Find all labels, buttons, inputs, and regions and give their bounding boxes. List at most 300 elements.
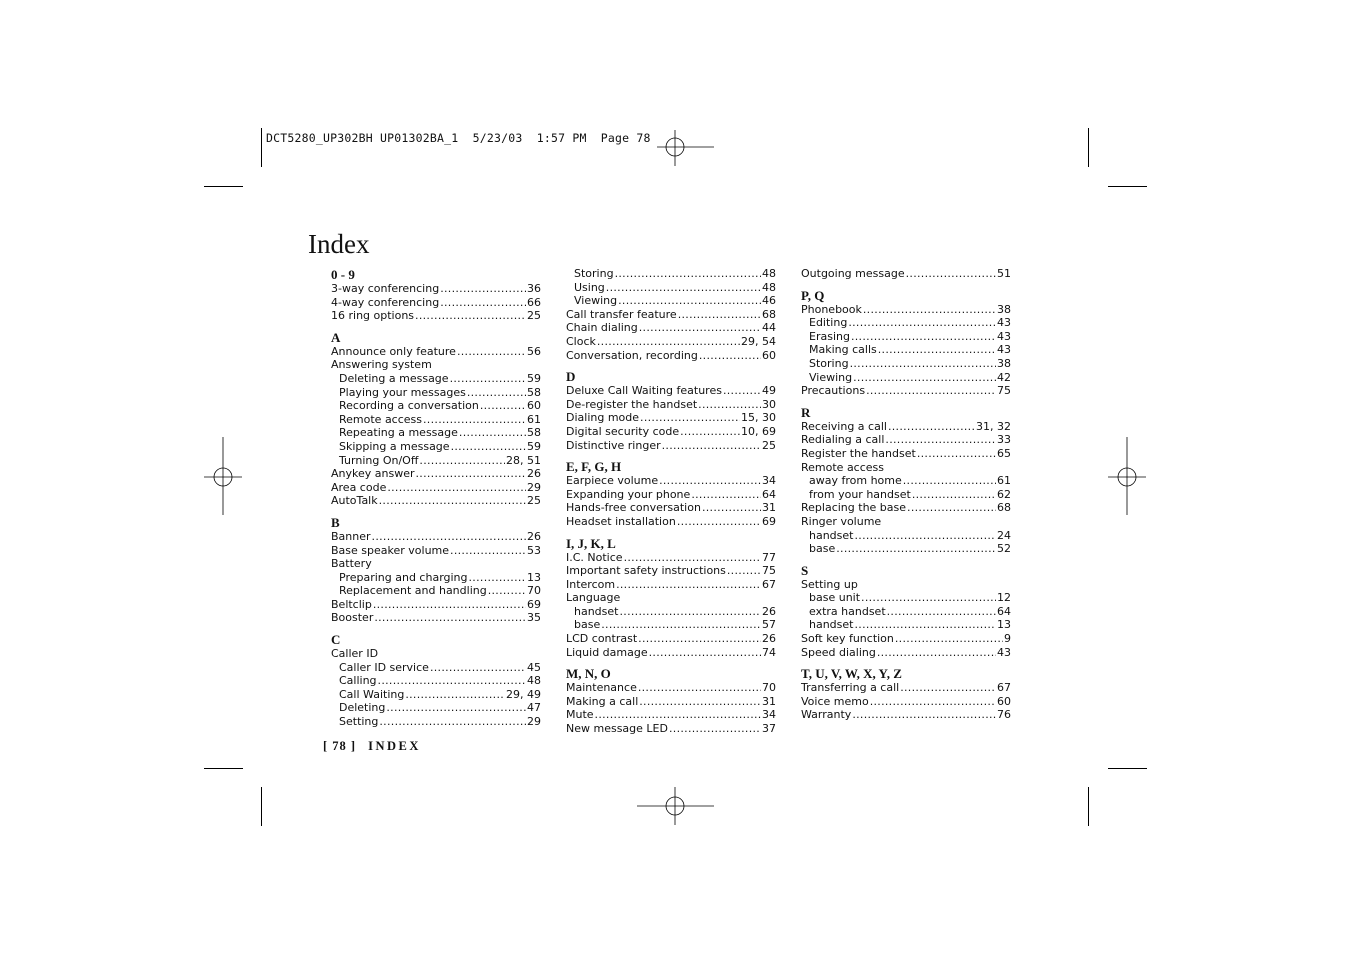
dot-leader — [423, 413, 526, 427]
index-entry — [566, 439, 776, 453]
dot-leader — [699, 349, 761, 363]
index-entry — [331, 345, 541, 359]
index-entry — [331, 296, 541, 310]
dot-leader — [619, 605, 761, 619]
dot-leader — [450, 372, 526, 386]
dot-leader — [374, 611, 526, 625]
page-ref: 42 — [997, 370, 1011, 384]
index-group-label: Remote access — [801, 460, 885, 474]
index-entry — [566, 398, 776, 412]
dot-leader — [467, 386, 526, 400]
index-term: Storing — [574, 267, 614, 280]
dot-leader — [450, 544, 526, 558]
dot-leader — [870, 695, 996, 709]
index-term: Chain dialing — [566, 321, 638, 335]
index-entry — [801, 267, 1011, 281]
index-term: Booster — [331, 611, 374, 625]
index-term: Distinctive ringer — [566, 438, 661, 452]
index-term: Caller ID service — [339, 660, 429, 674]
index-term: Liquid damage — [566, 645, 648, 659]
page-ref: 13 — [527, 570, 541, 584]
dot-leader — [638, 681, 761, 695]
index-entry — [801, 384, 1011, 398]
index-entry — [566, 578, 776, 592]
index-column-2 — [566, 267, 776, 736]
index-term: handset — [574, 604, 619, 618]
dot-leader — [861, 591, 996, 605]
index-term: Remote access — [339, 412, 423, 426]
page-ref: 47 — [527, 701, 541, 715]
index-term: Hands-free conversation — [566, 501, 701, 515]
index-entry — [566, 708, 776, 722]
index-term: Replacing the base — [801, 501, 907, 515]
page-ref: 12 — [997, 591, 1011, 605]
page-ref: 56 — [527, 344, 541, 358]
index-entry — [331, 467, 541, 481]
index-term: Speed dialing — [801, 645, 876, 659]
page-ref: 26 — [762, 632, 776, 646]
index-entry — [801, 695, 1011, 709]
page-ref: 26 — [527, 467, 541, 481]
index-term: Base speaker volume — [331, 543, 450, 557]
page-ref: 13 — [997, 618, 1011, 632]
dot-leader — [419, 454, 505, 468]
page-ref: 46 — [762, 294, 776, 308]
dot-leader — [459, 426, 526, 440]
index-term: Outgoing message — [801, 267, 905, 280]
index-entry — [801, 501, 1011, 515]
page-ref: 29, 49 — [506, 687, 541, 701]
index-term: Call Waiting — [339, 687, 405, 701]
index-entry — [801, 605, 1011, 619]
section-letter-heading: R — [801, 404, 811, 420]
dot-leader — [440, 282, 526, 296]
index-entry — [331, 674, 541, 688]
page-ref: 25 — [762, 438, 776, 452]
dot-leader — [888, 420, 975, 434]
index-term: Warranty — [801, 708, 852, 722]
dot-leader — [488, 584, 526, 598]
index-term: Preparing and charging — [339, 570, 468, 584]
index-entry — [331, 494, 541, 508]
index-group-label: Answering system — [331, 358, 432, 372]
page-ref: 67 — [997, 681, 1011, 695]
page-ref: 48 — [762, 280, 776, 294]
index-term: Area code — [331, 480, 387, 494]
index-group-label: Battery — [331, 557, 372, 571]
page-ref: 49 — [762, 384, 776, 398]
section-letter-heading: 0 - 9 — [331, 267, 355, 282]
page-ref: 38 — [997, 356, 1011, 370]
index-term: Precautions — [801, 384, 866, 398]
dot-leader — [416, 467, 527, 481]
index-entry — [801, 447, 1011, 461]
page-ref: 45 — [527, 660, 541, 674]
page-ref: 44 — [762, 321, 776, 335]
index-term: Redialing a call — [801, 433, 885, 447]
index-group-label: Caller ID — [331, 647, 379, 661]
dot-leader — [917, 447, 996, 461]
dot-leader — [387, 481, 526, 495]
index-group-label: Setting up — [801, 577, 858, 591]
page-ref: 77 — [762, 550, 776, 564]
page-ref: 25 — [527, 309, 541, 323]
index-entry — [331, 372, 541, 386]
index-column-3 — [801, 267, 1011, 722]
crop-mark — [1108, 768, 1147, 769]
index-term: Intercom — [566, 577, 616, 591]
dot-leader — [853, 371, 996, 385]
index-entry — [566, 384, 776, 398]
index-term: Erasing — [809, 329, 850, 343]
index-entry — [331, 399, 541, 413]
dot-leader — [457, 345, 526, 359]
page-ref: 24 — [997, 528, 1011, 542]
index-term: from your handset — [809, 487, 911, 501]
dot-leader — [606, 281, 761, 295]
index-term: Editing — [809, 316, 848, 330]
page-ref: 37 — [762, 722, 776, 736]
dot-leader — [639, 695, 761, 709]
page-ref: 59 — [527, 371, 541, 385]
dot-leader — [469, 571, 526, 585]
page-ref: 48 — [527, 674, 541, 688]
page-ref: 15, 30 — [741, 411, 776, 425]
index-entry — [331, 584, 541, 598]
index-term: Skipping a message — [339, 439, 450, 453]
dot-leader — [616, 578, 761, 592]
index-entry — [331, 661, 541, 675]
index-term: Headset installation — [566, 514, 676, 528]
index-term: Viewing — [574, 294, 618, 308]
page-ref: 34 — [762, 474, 776, 488]
print-slug: DCT5280_UP302BH UP01302BA_1 5/23/03 1:57 PM Page 78 — [266, 131, 651, 145]
index-entry — [801, 529, 1011, 543]
page-ref: 43 — [997, 645, 1011, 659]
index-entry — [331, 544, 541, 558]
dot-leader — [415, 309, 526, 323]
page-ref: 57 — [762, 618, 776, 632]
index-term: Recording a conversation — [339, 399, 479, 413]
index-entry — [566, 281, 776, 295]
index-term: Soft key function — [801, 632, 894, 646]
page-ref: 60 — [762, 348, 776, 362]
index-entry — [566, 425, 776, 439]
registration-mark-top — [657, 130, 714, 166]
index-term: away from home — [809, 474, 902, 488]
index-term: Transferring a call — [801, 681, 900, 695]
dot-leader — [854, 618, 996, 632]
page-ref: 31 — [762, 501, 776, 515]
index-term: base — [574, 618, 601, 632]
section-letter-heading: M, N, O — [566, 666, 611, 682]
index-term: Deleting — [339, 701, 386, 715]
index-entry — [801, 433, 1011, 447]
dot-leader — [440, 296, 526, 310]
index-term: Digital security code — [566, 424, 680, 438]
section-name: INDEX — [368, 739, 421, 753]
index-entry — [801, 591, 1011, 605]
dot-leader — [638, 632, 761, 646]
index-entry — [566, 267, 776, 281]
index-entry — [331, 598, 541, 612]
index-entry — [566, 308, 776, 322]
dot-leader — [677, 515, 761, 529]
dot-leader — [836, 542, 996, 556]
dot-leader — [639, 321, 761, 335]
page-ref: 59 — [527, 439, 541, 453]
index-term: Maintenance — [566, 681, 637, 695]
index-term: handset — [809, 528, 854, 542]
page-ref: 9 — [1004, 632, 1011, 646]
crop-mark — [204, 768, 243, 769]
page-ref: 69 — [527, 597, 541, 611]
index-entry — [801, 646, 1011, 660]
page-ref: 48 — [762, 267, 776, 280]
dot-leader — [885, 433, 996, 447]
index-entry — [566, 551, 776, 565]
dot-leader — [601, 618, 761, 632]
crop-mark — [1088, 787, 1089, 826]
index-entry — [801, 542, 1011, 556]
crop-mark — [204, 186, 243, 187]
dot-leader — [863, 303, 996, 317]
page-ref: 31, 32 — [976, 419, 1011, 433]
index-term: Viewing — [809, 370, 853, 384]
page-ref: 70 — [527, 584, 541, 598]
page-ref: 43 — [997, 343, 1011, 357]
page-ref: 68 — [997, 501, 1011, 515]
dot-leader — [850, 357, 996, 371]
index-term: De-register the handset — [566, 397, 698, 411]
page-ref: 61 — [997, 474, 1011, 488]
index-term: Earpiece volume — [566, 474, 659, 488]
section-letter-heading: S — [801, 562, 809, 578]
page-ref: 75 — [997, 384, 1011, 398]
page-ref: 66 — [527, 295, 541, 309]
dot-leader — [698, 398, 761, 412]
dot-leader — [386, 701, 526, 715]
index-term: Deluxe Call Waiting features — [566, 384, 722, 398]
section-letter-heading: E, F, G, H — [566, 459, 622, 475]
dot-leader — [906, 267, 996, 281]
index-term: Storing — [809, 356, 849, 370]
page-ref: 29 — [527, 480, 541, 494]
dot-leader — [895, 632, 1003, 646]
page-ref: 43 — [997, 329, 1011, 343]
page-ref: 25 — [527, 494, 541, 508]
index-term: Dialing mode — [566, 411, 640, 425]
index-term: extra handset — [809, 604, 886, 618]
index-entry — [566, 605, 776, 619]
index-entry — [566, 321, 776, 335]
index-term: Anykey answer — [331, 467, 415, 481]
dot-leader — [618, 294, 761, 308]
index-entry — [566, 349, 776, 363]
dot-leader — [878, 343, 996, 357]
index-entry — [566, 501, 776, 515]
index-term: Phonebook — [801, 302, 862, 316]
dot-leader — [405, 688, 505, 702]
index-entry — [801, 708, 1011, 722]
dot-leader — [640, 411, 740, 425]
page-ref: 70 — [762, 681, 776, 695]
section-letter-heading: D — [566, 369, 576, 385]
index-term: Register the handset — [801, 446, 916, 460]
index-entry — [566, 618, 776, 632]
index-group-label: Language — [566, 591, 621, 605]
page-ref: 52 — [997, 542, 1011, 556]
index-term: Voice memo — [801, 694, 869, 708]
index-term: Turning On/Off — [339, 453, 419, 467]
index-entry — [566, 488, 776, 502]
index-term: LCD contrast — [566, 632, 638, 646]
page-ref: 38 — [997, 302, 1011, 316]
index-term: base unit — [809, 591, 861, 605]
index-term: I.C. Notice — [566, 550, 623, 564]
index-term: AutoTalk — [331, 494, 378, 508]
page-ref: 60 — [997, 694, 1011, 708]
registration-mark-right — [1108, 437, 1146, 515]
page-ref: 53 — [527, 543, 541, 557]
index-entry — [566, 681, 776, 695]
index-term: Calling — [339, 674, 377, 688]
dot-leader — [723, 384, 761, 398]
index-term: Deleting a message — [339, 371, 449, 385]
dot-leader — [669, 722, 761, 736]
index-term: Setting — [339, 715, 379, 729]
crop-mark — [1088, 128, 1089, 167]
dot-leader — [877, 646, 996, 660]
index-entry — [566, 646, 776, 660]
page-ref: 30 — [762, 397, 776, 411]
dot-leader — [649, 646, 761, 660]
index-entry — [331, 413, 541, 427]
index-term: Mute — [566, 708, 594, 722]
crop-mark — [261, 787, 262, 826]
index-term: Replacement and handling — [339, 584, 487, 598]
index-entry — [566, 722, 776, 736]
dot-leader — [680, 425, 740, 439]
index-term: 3-way conferencing — [331, 282, 440, 295]
index-term: Important safety instructions — [566, 564, 726, 578]
index-term: Expanding your phone — [566, 487, 691, 501]
dot-leader — [912, 488, 996, 502]
dot-leader — [659, 474, 761, 488]
dot-leader — [624, 551, 761, 565]
index-entry — [331, 530, 541, 544]
page-ref: 51 — [997, 267, 1011, 280]
index-entry — [801, 632, 1011, 646]
index-entry — [566, 294, 776, 308]
index-entry — [331, 481, 541, 495]
crop-mark — [1108, 186, 1147, 187]
page-ref: 29 — [527, 715, 541, 729]
page-ref: 26 — [762, 604, 776, 618]
index-entry — [566, 335, 776, 349]
index-column-1 — [331, 267, 541, 729]
page-ref: 29, 54 — [741, 334, 776, 348]
page-ref: 65 — [997, 446, 1011, 460]
dot-leader — [691, 488, 761, 502]
index-entry — [566, 564, 776, 578]
page-ref: 76 — [997, 708, 1011, 722]
index-term: Making a call — [566, 694, 639, 708]
index-entry — [801, 303, 1011, 317]
index-term: New message LED — [566, 722, 668, 736]
section-letter-heading: C — [331, 632, 341, 648]
index-term: 4-way conferencing — [331, 295, 440, 309]
index-entry — [801, 343, 1011, 357]
page-ref: 58 — [527, 385, 541, 399]
section-letter-heading: T, U, V, W, X, Y, Z — [801, 666, 902, 682]
page-ref: 58 — [527, 426, 541, 440]
index-term: Conversation, recording — [566, 348, 698, 362]
page-ref: 62 — [997, 487, 1011, 501]
index-entry — [331, 701, 541, 715]
index-entry — [801, 488, 1011, 502]
dot-leader — [851, 330, 996, 344]
section-letter-heading: B — [331, 514, 340, 530]
index-term: Repeating a message — [339, 426, 458, 440]
index-term: Playing your messages — [339, 385, 466, 399]
page-ref: 36 — [527, 282, 541, 295]
page-ref: 61 — [527, 412, 541, 426]
dot-leader — [378, 674, 526, 688]
page-title: Index — [308, 229, 370, 259]
dot-leader — [372, 530, 526, 544]
dot-leader — [595, 708, 761, 722]
dot-leader — [848, 316, 996, 330]
page-ref: 60 — [527, 399, 541, 413]
page-ref: 67 — [762, 577, 776, 591]
page-ref: 69 — [762, 514, 776, 528]
page-ref: 31 — [762, 694, 776, 708]
dot-leader — [615, 267, 761, 281]
page-ref: 10, 69 — [741, 424, 776, 438]
dot-leader — [727, 564, 761, 578]
index-term: Clock — [566, 334, 596, 348]
index-entry — [801, 681, 1011, 695]
index-group-label: Ringer volume — [801, 514, 882, 528]
index-term: Making calls — [809, 343, 877, 357]
index-entry — [331, 282, 541, 296]
index-entry — [566, 515, 776, 529]
index-term: Receiving a call — [801, 419, 887, 433]
index-entry — [331, 715, 541, 729]
page-footer — [323, 739, 421, 754]
page-ref: 64 — [997, 604, 1011, 618]
page-ref: 33 — [997, 433, 1011, 447]
index-term: 16 ring options — [331, 309, 415, 323]
index-entry — [331, 440, 541, 454]
dot-leader — [702, 501, 761, 515]
registration-mark-bottom — [637, 787, 714, 825]
index-term: Beltclip — [331, 597, 372, 611]
index-term: handset — [809, 618, 854, 632]
dot-leader — [678, 308, 761, 322]
page-ref: 75 — [762, 564, 776, 578]
index-entry — [566, 695, 776, 709]
section-letter-heading: I, J, K, L — [566, 535, 616, 551]
index-entry — [331, 426, 541, 440]
dot-leader — [854, 529, 996, 543]
page-ref: 43 — [997, 316, 1011, 330]
index-entry — [331, 386, 541, 400]
index-term: Call transfer feature — [566, 307, 677, 321]
index-entry — [331, 454, 541, 468]
section-letter-heading: A — [331, 329, 341, 345]
